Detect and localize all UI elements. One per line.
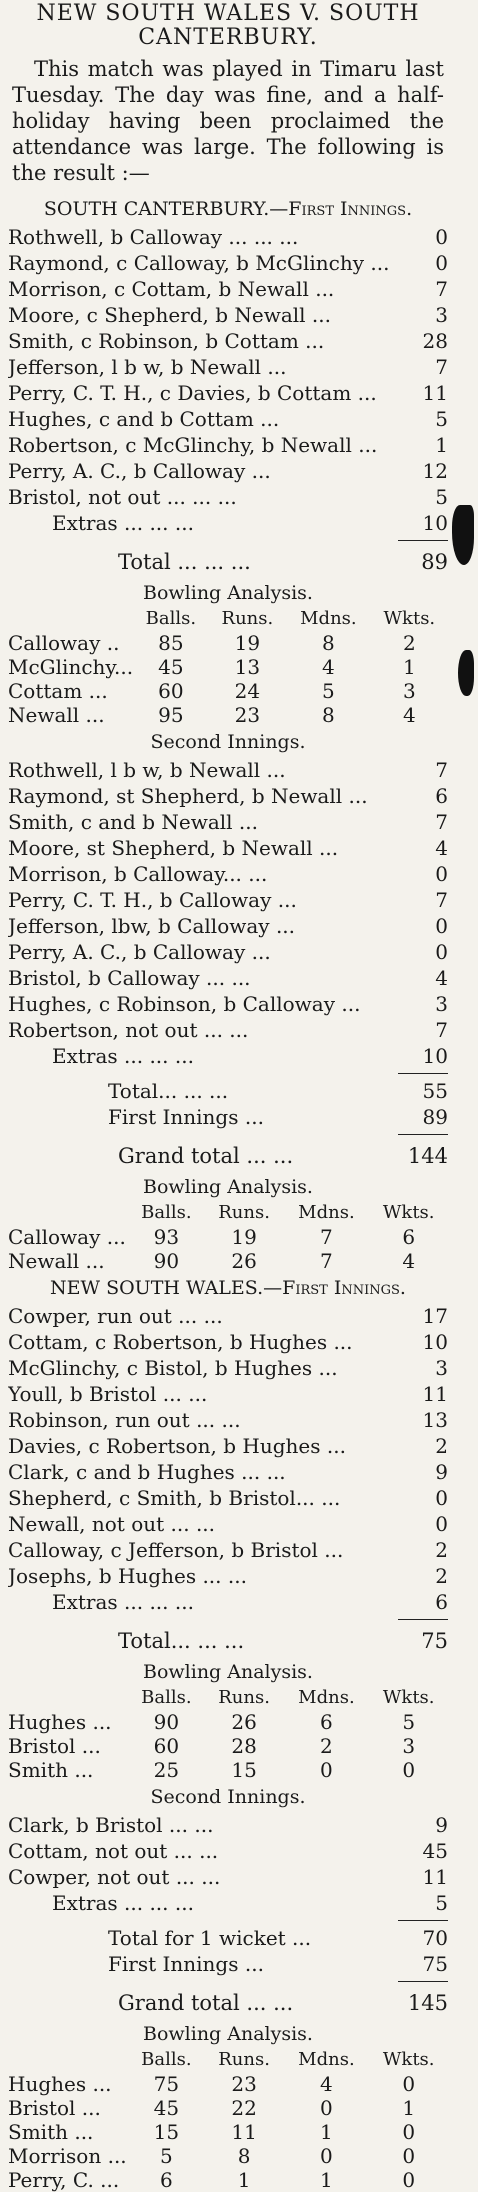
sc-second-innings-heading: Second Innings. [150,731,306,753]
batsman: Moore, c Shepherd, b Newall ... [8,303,332,327]
extras-row [8,1589,448,1615]
maidens: 4 [320,2072,333,2096]
wickets: 0 [402,2144,416,2168]
balls: 75 [153,2072,180,2096]
runs: 11 [422,1865,448,1889]
batting-row [8,1563,448,1589]
bowler: McGlinchy... [8,655,134,679]
extras-label: Extras ... ... ... [52,511,194,535]
batsman: Cowper, not out ... ... [8,1865,221,1889]
balls: 15 [153,2120,180,2144]
wickets: 4 [402,703,416,727]
batsman: Hughes, c and b Cottam ... [8,407,280,431]
batsman: Moore, st Shepherd, b Newall ... [8,836,339,860]
wickets: 6 [402,1225,416,1249]
runs: 7 [435,810,448,834]
batting-row [8,1812,448,1838]
bowler: Bristol ... [8,1734,101,1758]
wickets: 0 [402,2168,416,2192]
first-innings-row [8,1951,448,1977]
batsman: Bristol, not out ... ... ... [8,485,237,509]
batsman: Cowper, run out ... ... [8,1304,223,1328]
batsman: Raymond, c Calloway, b McGlinchy ... [8,251,390,275]
batting-row [8,991,448,1017]
runs: 2 [435,1564,448,1588]
nsw-first-innings-heading: NEW SOUTH WALES.—First Innings. [50,1277,406,1299]
runs: 2 [435,1538,448,1562]
batting-row [8,965,448,991]
batting-row [8,835,448,861]
runs: 0 [435,251,448,275]
batsman: Smith, c and b Newall ... [8,810,258,834]
col-wickets: Wkts. [382,2049,435,2070]
bowling-heading: Bowling Analysis. [143,2023,313,2045]
batting-row [8,1485,448,1511]
bowling-table [8,607,448,727]
runs: 1 [435,433,448,457]
first-innings-label: First Innings ... [108,1952,264,1976]
col-runs: Runs. [218,1687,270,1708]
wickets: 3 [402,679,416,703]
runs: 10 [422,1330,448,1354]
maidens: 4 [322,655,335,679]
sc-first-innings-heading: SOUTH CANTERBURY.—First Innings. [43,198,413,220]
bowling-table [8,1686,448,1782]
col-wickets: Wkts. [383,608,436,629]
total-label: Total ... ... ... [118,550,251,574]
sc-second-innings-list [8,757,448,1069]
first-innings-label: First Innings ... [108,1105,264,1129]
wickets: 3 [402,1734,416,1758]
batting-row [8,432,448,458]
bowler: Perry, C. ... [8,2168,120,2192]
runs: 19 [231,1225,257,1249]
total-row [8,1925,448,1951]
runs: 13 [234,655,261,679]
runs: 0 [435,862,448,886]
batting-row [8,1017,448,1043]
ink-blot [458,650,474,696]
batting-row [8,354,448,380]
batsman: Jefferson, lbw, b Calloway ... [8,914,296,938]
col-wickets: Wkts. [382,1687,435,1708]
runs: 26 [231,1249,257,1273]
extras-row [8,1043,448,1069]
runs: 13 [422,1408,448,1432]
ink-blot [452,505,474,565]
wickets: 0 [402,1758,416,1782]
extras-runs: 6 [435,1590,448,1614]
runs: 19 [234,631,261,655]
batsman: Clark, b Bristol ... ... [8,1813,214,1837]
runs: 23 [231,2072,257,2096]
bowler: Cottam ... [8,679,108,703]
total-label: Total... ... ... [118,1629,245,1653]
col-maidens: Mdns. [300,608,357,629]
batsman: Smith, c Robinson, b Cottam ... [8,329,325,353]
batting-row [8,276,448,302]
extras-runs: 10 [422,511,448,535]
maidens: 1 [320,2168,333,2192]
batting-row [8,1537,448,1563]
extras-label: Extras ... ... ... [52,1891,194,1915]
balls: 45 [153,2096,180,2120]
runs: 11 [422,381,448,405]
bowling-row [8,2072,448,2096]
first-innings-row [8,1104,448,1130]
col-balls: Balls. [141,2049,192,2070]
col-balls: Balls. [141,1202,192,1223]
batsman: Perry, A. C., b Calloway ... [8,459,271,483]
total-row [8,545,448,579]
batting-row [8,1433,448,1459]
divider [398,1920,448,1921]
article-title: NEW SOUTH WALES V. SOUTH CANTERBURY. [36,1,420,50]
balls: 90 [153,1710,180,1734]
batting-row [8,861,448,887]
extras-row [8,1890,448,1916]
runs: 5 [435,485,448,509]
batting-row [8,1511,448,1537]
bowling-table [8,2048,448,2192]
bowler: Calloway ... [8,1225,126,1249]
total-runs: 55 [422,1079,448,1103]
batting-row [8,1459,448,1485]
bowling-row [8,2120,448,2144]
batsman: Cottam, not out ... ... [8,1839,219,1863]
bowling-row [8,655,448,679]
batsman: Jefferson, l b w, b Newall ... [8,355,287,379]
batsman: Cottam, c Robertson, b Hughes ... [8,1330,353,1354]
runs: 11 [231,2120,257,2144]
batting-row [8,1303,448,1329]
batting-row [8,1407,448,1433]
wickets: 1 [402,2096,416,2120]
bowler: Newall ... [8,1249,105,1273]
bowling-table [8,1201,448,1273]
first-innings-runs: 89 [422,1105,448,1129]
bowler: Hughes ... [8,1710,112,1734]
col-wickets: Wkts. [382,1202,435,1223]
divider [398,1981,448,1982]
bowling-row [8,703,448,727]
maidens: 0 [320,2144,333,2168]
grand-total-row [8,1986,448,2020]
maidens: 6 [320,1710,333,1734]
batting-row [8,887,448,913]
col-maidens: Mdns. [298,2049,355,2070]
batsman: McGlinchy, c Bistol, b Hughes ... [8,1356,338,1380]
grand-total-label: Grand total ... ... [118,1991,294,2015]
runs: 0 [435,1486,448,1510]
batting-row [8,913,448,939]
bowling-heading: Bowling Analysis. [143,1661,313,1683]
col-maidens: Mdns. [298,1202,355,1223]
balls: 93 [153,1225,180,1249]
grand-total-runs: 145 [407,1991,448,2015]
batsman: Rothwell, b Calloway ... ... ... [8,225,299,249]
sc-first-innings-list [8,224,448,536]
batsman: Morrison, c Cottam, b Newall ... [8,277,335,301]
batting-row [8,1838,448,1864]
runs: 3 [435,992,448,1016]
runs: 45 [422,1839,448,1863]
bowling-row [8,679,448,703]
batsman: Davies, c Robertson, b Hughes ... [8,1434,346,1458]
batting-row [8,406,448,432]
balls: 85 [158,631,184,655]
runs: 0 [435,1512,448,1536]
wickets: 0 [402,2072,416,2096]
wickets: 4 [402,1249,416,1273]
bowling-row [8,1225,448,1249]
runs: 4 [435,966,448,990]
balls: 90 [153,1249,180,1273]
divider [398,1619,448,1620]
nsw-second-innings-heading: Second Innings. [150,1786,306,1808]
bowling-row [8,2144,448,2168]
batsman: Robertson, c McGlinchy, b Newall ... [8,433,378,457]
batting-row [8,484,448,510]
runs: 7 [435,888,448,912]
runs: 28 [422,329,448,353]
divider [398,1073,448,1074]
balls: 60 [153,1734,180,1758]
batsman: Youll, b Bristol ... ... [8,1382,208,1406]
batsman: Shepherd, c Smith, b Bristol... ... [8,1486,341,1510]
bowler: Calloway .. [8,631,120,655]
runs: 0 [435,225,448,249]
runs: 3 [435,303,448,327]
balls: 60 [158,679,184,703]
balls: 6 [160,2168,173,2192]
maidens: 7 [320,1225,333,1249]
bowling-row [8,2168,448,2192]
bowler: Morrison ... [8,2144,127,2168]
maidens: 0 [320,1758,333,1782]
runs: 7 [435,355,448,379]
runs: 22 [231,2096,257,2120]
batsman: Perry, C. T. H., b Calloway ... [8,888,297,912]
first-innings-runs: 75 [422,1952,448,1976]
col-runs: Runs. [221,608,274,629]
runs: 28 [231,1734,257,1758]
grand-total-runs: 144 [407,1144,448,1168]
divider [398,1134,448,1135]
batting-row [8,783,448,809]
batting-row [8,328,448,354]
batsman: Clark, c and b Hughes ... ... [8,1460,286,1484]
extras-label: Extras ... ... ... [52,1590,194,1614]
runs: 23 [234,703,261,727]
bowling-row [8,1710,448,1734]
runs: 9 [435,1460,448,1484]
balls: 5 [160,2144,173,2168]
batsman: Newall, not out ... ... [8,1512,216,1536]
balls: 95 [158,703,184,727]
batsman: Rothwell, l b w, b Newall ... [8,758,286,782]
bowling-row [8,1734,448,1758]
runs: 1 [237,2168,251,2192]
runs: 7 [435,1018,448,1042]
batting-row [8,458,448,484]
batting-row [8,939,448,965]
col-runs: Runs. [218,1202,270,1223]
grand-total-row [8,1139,448,1173]
bowling-row [8,2096,448,2120]
runs: 8 [237,2144,251,2168]
batting-row [8,1355,448,1381]
batsman: Perry, C. T. H., c Davies, b Cottam ... [8,381,377,405]
runs: 0 [435,940,448,964]
runs: 2 [435,1434,448,1458]
wickets: 1 [402,655,416,679]
col-balls: Balls. [141,1687,192,1708]
runs: 6 [435,784,448,808]
batsman: Josephs, b Hughes ... ... [8,1564,247,1588]
extras-label: Extras ... ... ... [52,1044,194,1068]
total-label: Total... ... ... [108,1079,229,1103]
wickets: 5 [402,1710,416,1734]
extras-row [8,510,448,536]
total-row [8,1078,448,1104]
extras-runs: 10 [422,1044,448,1068]
batting-row [8,1381,448,1407]
batsman: Hughes, c Robinson, b Calloway ... [8,992,361,1016]
total-runs: 70 [422,1926,448,1950]
balls: 45 [158,655,184,679]
batting-row [8,1864,448,1890]
wickets: 2 [402,631,416,655]
bowling-heading: Bowling Analysis. [143,582,313,604]
total-runs: 75 [421,1629,448,1653]
runs: 7 [435,277,448,301]
runs: 9 [435,1813,448,1837]
runs: 7 [435,758,448,782]
runs: 0 [435,914,448,938]
runs: 4 [435,836,448,860]
batsman: Robertson, not out ... ... [8,1018,249,1042]
batting-row [8,250,448,276]
bowler: Smith ... [8,1758,94,1782]
nsw-first-innings-list [8,1303,448,1615]
bowler: Hughes ... [8,2072,112,2096]
runs: 26 [231,1710,257,1734]
maidens: 5 [322,679,335,703]
maidens: 8 [322,631,335,655]
maidens: 2 [320,1734,333,1758]
extras-runs: 5 [435,1891,448,1915]
col-balls: Balls. [145,608,197,629]
total-row [8,1624,448,1658]
article-column [8,0,448,2192]
runs: 24 [234,679,261,703]
batsman: Morrison, b Calloway... ... [8,862,268,886]
runs: 5 [435,407,448,431]
runs: 17 [422,1304,448,1328]
bowler: Newall ... [8,703,105,727]
balls: 25 [153,1758,180,1782]
batting-row [8,1329,448,1355]
runs: 11 [422,1382,448,1406]
wickets: 0 [402,2120,416,2144]
runs: 12 [422,459,448,483]
nsw-second-innings-list [8,1812,448,1916]
batsman: Bristol, b Calloway ... ... [8,966,251,990]
total-runs: 89 [421,550,448,574]
batting-row [8,302,448,328]
batsman: Robinson, run out ... ... [8,1408,241,1432]
batting-row [8,380,448,406]
col-maidens: Mdns. [298,1687,355,1708]
batsman: Raymond, st Shepherd, b Newall ... [8,784,368,808]
batting-row [8,757,448,783]
batting-row [8,224,448,250]
maidens: 1 [320,2120,333,2144]
maidens: 8 [322,703,335,727]
maidens: 0 [320,2096,333,2120]
runs: 3 [435,1356,448,1380]
bowling-heading: Bowling Analysis. [143,1176,313,1198]
bowling-row [8,1249,448,1273]
bowling-row [8,1758,448,1782]
article-intro: This match was played in Timaru last Tuesday. The day was fine, and a half-holiday having been proclaimed the attendance was large. The following is the result :— [12,57,444,185]
divider [398,540,448,541]
bowler: Bristol ... [8,2096,101,2120]
grand-total-label: Grand total ... ... [118,1144,294,1168]
batting-row [8,809,448,835]
total-label: Total for 1 wicket ... [108,1926,312,1950]
bowling-row [8,631,448,655]
runs: 15 [231,1758,257,1782]
batsman: Calloway, c Jefferson, b Bristol ... [8,1538,344,1562]
col-runs: Runs. [218,2049,270,2070]
batsman: Perry, A. C., b Calloway ... [8,940,271,964]
bowler: Smith ... [8,2120,94,2144]
maidens: 7 [320,1249,333,1273]
